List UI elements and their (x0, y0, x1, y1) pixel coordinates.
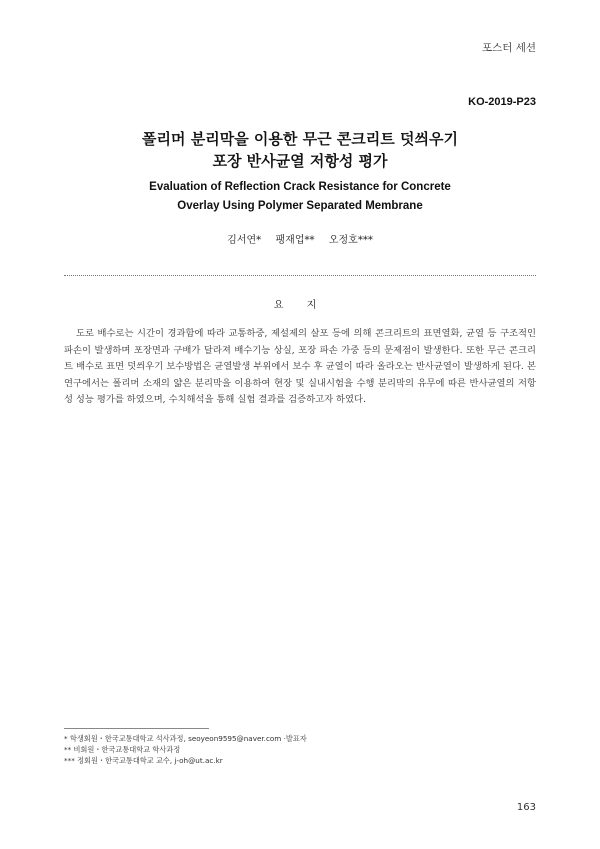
title-korean-line-2: 포장 반사균열 저항성 평가 (212, 152, 388, 170)
abstract-heading: 요 지 (273, 300, 327, 311)
page-number: 163 (516, 802, 536, 813)
footnote-2: ** 비회원・한국교통대학교 학사과정 (64, 745, 181, 754)
title-english (0, 178, 600, 216)
title-english-line-1: Evaluation of Reflection Crack Resistance for Concrete (149, 181, 451, 193)
title-block (0, 128, 600, 216)
title-english-line-2: Overlay Using Polymer Separated Membrane (177, 200, 423, 212)
footnote-1: * 학생회원・한국교통대학교 석사과정, seoyeon9595@naver.com ·발표자 (64, 734, 307, 743)
footnotes (64, 733, 536, 766)
section-label: 포스터 세션 (481, 42, 536, 54)
paper-id: KO-2019-P23 (468, 96, 536, 108)
footnote-rule (64, 728, 209, 729)
dotted-divider (64, 275, 536, 276)
abstract-body: 도로 배수로는 시간이 경과함에 따라 교통하중, 제설제의 살포 등에 의해 콘크리트의 표면열화, 균열 등 구조적인 파손이 발생하며 포장면과 구배가 달라져 배수기능 상실, 포장 파손 가중 등의 문제점이 발생한다. 또한 무근 콘크리트 배수로 표면 덧씌우기 보수방법은 균열발생 부위에서 보수 후 균열이 따라 올라오는 반사균열이 발생하게 된다. 본 연구에서는 폴리머 소재의 얇은 분리막을 이용하여 현장 및 실내시험을 수행 분리막의 유무에 따른 반사균열의 저항성 성능 평가를 하였으며, 수치해석을 통해 실험 결과를 검증하고자 하였다. (64, 328, 536, 406)
author-list: 김서연* 팽재업** 오정호*** (227, 235, 373, 246)
title-korean-line-1: 폴리머 분리막을 이용한 무근 콘크리트 덧씌우기 (142, 130, 458, 148)
footnote-3: *** 정회원・한국교통대학교 교수, j-oh@ut.ac.kr (64, 756, 223, 765)
